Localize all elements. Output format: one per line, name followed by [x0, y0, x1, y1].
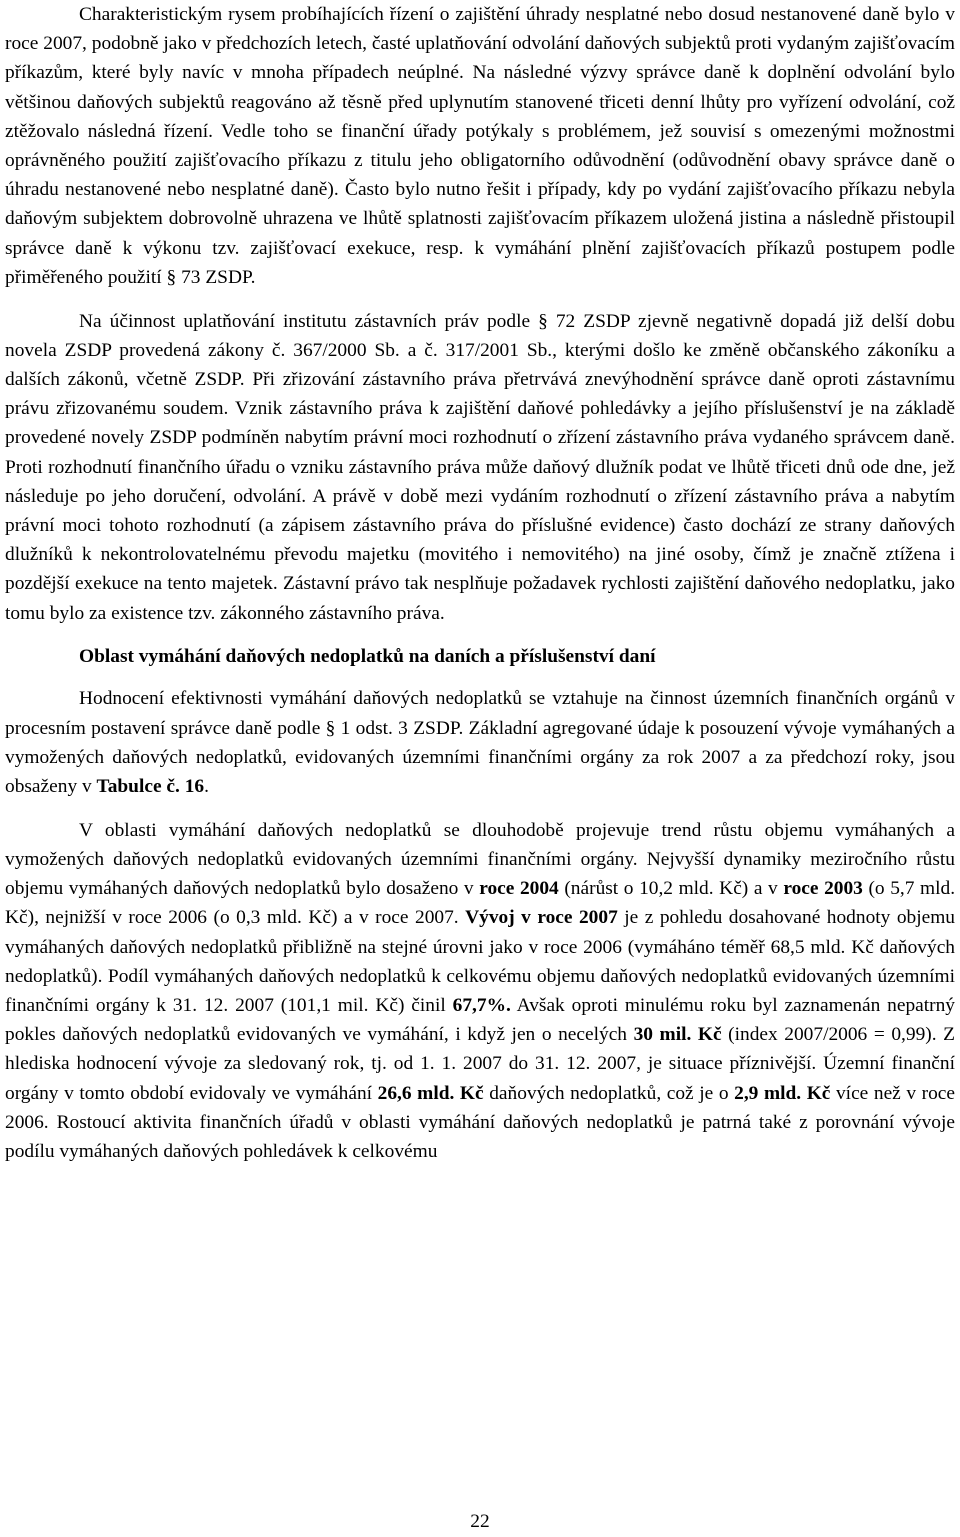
- text-run: Charakteristickým rysem probíhajících řízení o zajištění úhrady nesplatné nebo dosud nestanovené daně bylo v roce 2007, podobně jako v předchozích letech, časté uplatňování odvolání daňových subjektů proti vydaným zajišťovacím příkazům, které byly navíc v mnoha případech neúplné. Na následné výzvy správce daně k doplnění odvolání bylo většinou daňových subjektů reagováno až těsně před uplynutím stanovené třiceti denní lhůty pro vyřízení odvolání, což ztěžovalo následná řízení. Vedle toho se finanční úřady potýkaly s problémem, jež souvisí s omezenými možnostmi oprávněného použití zajišťovacího příkazu z titulu jeho obligatorního odůvodnění (odůvodnění obavy správce daně o úhradu nestanovené nebo nesplatné daně). Často bylo nutno řešit i případy, kdy po vydání zajišťovacího příkazu nebyla daňovým subjektem dobrovolně uhrazena ve lhůtě splatnosti zajišťovacím příkazem uložená jistina a následně přistoupil správce daně k výkonu tzv. zajišťovací exekuce, resp. k vymáhání plnění zajišťovacích příkazů postupem podle přiměřeného použití § 73 ZSDP.: [5, 4, 955, 288]
- emphasis-text: 26,6 mld. Kč: [377, 1082, 484, 1104]
- text-run: je z pohledu dosahované hodnoty objemu vymáhaných daňových nedoplatků přibližně na stejné úrovni jako v roce 2006 (vymáháno téměř 68,5 mld. Kč daňových nedoplatků). Podíl vymáhaných daňových nedoplatků k celkovému objemu daňových nedoplatků evidovaných územními finančními orgány k 31. 12. 2007 (101,1 mil. Kč) činil: [5, 907, 955, 1016]
- text-run: více než v roce 2006. Rostoucí aktivita finančních úřadů v oblasti vymáhání daňových nedoplatků je patrná také z porovnání vývoje podílu vymáhaných daňových pohledávek k celkovému: [5, 1082, 956, 1163]
- emphasis-text: roce 2003: [783, 878, 863, 900]
- paragraph: [5, 0, 955, 292]
- text-run: Hodnocení efektivnosti vymáhání daňových nedoplatků se vztahuje na činnost územních finančních orgánů v procesním postavení správce daně podle § 1 odst. 3 ZSDP. Základní agregované údaje k posouzení vývoje vymáhaných a vymožených daňových nedoplatků, evidovaných územními finančními orgány za rok 2007 a za předchozí roky, jsou obsaženy v: [5, 688, 955, 798]
- text-run: V oblasti vymáhání daňových nedoplatků se dlouhodobě projevuje trend růstu objemu vymáhaných a vymožených daňových nedoplatků evidovaných územními finančními orgány. Nejvyšší dynamiky meziročního růstu objemu vymáhaných daňových nedoplatků bylo dosaženo v: [5, 819, 955, 900]
- text-run: (index 2007/2006 = 0,99). Z hlediska hodnocení vývoje za sledovaný rok, tj. od 1. 1. 2007 do 31. 12. 2007, je situace příznivější. Územní finanční orgány v tomto období evidovaly ve vymáhání: [5, 1024, 955, 1104]
- emphasis-text: Tabulce č. 16: [96, 776, 205, 798]
- text-run: Na účinnost uplatňování institutu zástavních práv podle § 72 ZSDP zjevně negativně dopadá již delší dobu novela ZSDP provedená zákony č. 367/2000 Sb. a č. 317/2001 Sb., kterými došlo ke změně občanského zákoníku a dalších zákonů, včetně ZSDP. Při zřizování zástavního práva přetrvává znevýhodnění správce daně oproti zástavnímu právu zřizovanému soudem. Vznik zástavního práva k zajištění daňové pohledávky a jejího příslušenství je na základě provedené novely ZSDP podmíněn nabytím právní moci rozhodnutí o zřízení zástavního práva vydaného správcem daně. Proti rozhodnutí finančního úřadu o vzniku zástavního práva může daňový dlužník podat ve lhůtě třiceti dnů ode dne, jež následuje po jeho doručení, odvolání. A právě v době mezi vydáním rozhodnutí o zřízení zástavního práva a nabytím právní moci tohoto rozhodnutí (a zápisem zástavního práva do příslušné evidence) často dochází ze strany daňových dlužníků k nekontrolovatelnému převodu majetku (movitého i nemovitého) na jiné osoby, čímž je značně ztížena i pozdější exekuce na tento majetek. Zástavní právo tak nesplňuje požadavek rychlosti zajištění daňového nedoplatku, jako tomu bylo za existence tzv. zákonného zástavního práva.: [5, 310, 955, 624]
- text-run: .: [204, 776, 209, 798]
- text-run: daňových nedoplatků, což je o: [483, 1082, 735, 1104]
- paragraph: [5, 684, 955, 801]
- emphasis-text: 67,7%.: [452, 995, 511, 1016]
- paragraph: [5, 307, 955, 628]
- paragraph: [5, 816, 955, 1166]
- text-run: (o 5,7 mld. Kč), nejnižší v roce 2006 (o 0,3 mld. Kč) a v roce 2007.: [5, 878, 956, 929]
- section-heading: Oblast vymáhání daňových nedoplatků na daních a příslušenství daní: [79, 646, 656, 668]
- emphasis-text: 30 mil. Kč: [633, 1024, 722, 1046]
- page-number: 22: [470, 1511, 490, 1532]
- text-run: (nárůst o 10,2 mld. Kč) a v: [558, 878, 784, 900]
- text-run: Avšak oproti minulému roku byl zaznamenán nepatrný pokles daňových nedoplatků evidovaných ve vymáhání, i když jen o necelých: [5, 995, 955, 1046]
- emphasis-text: roce 2004: [479, 878, 559, 900]
- emphasis-text: 2,9 mld. Kč: [734, 1082, 831, 1104]
- document-page: [5, 0, 955, 1166]
- emphasis-text: Vývoj v roce 2007: [465, 907, 618, 929]
